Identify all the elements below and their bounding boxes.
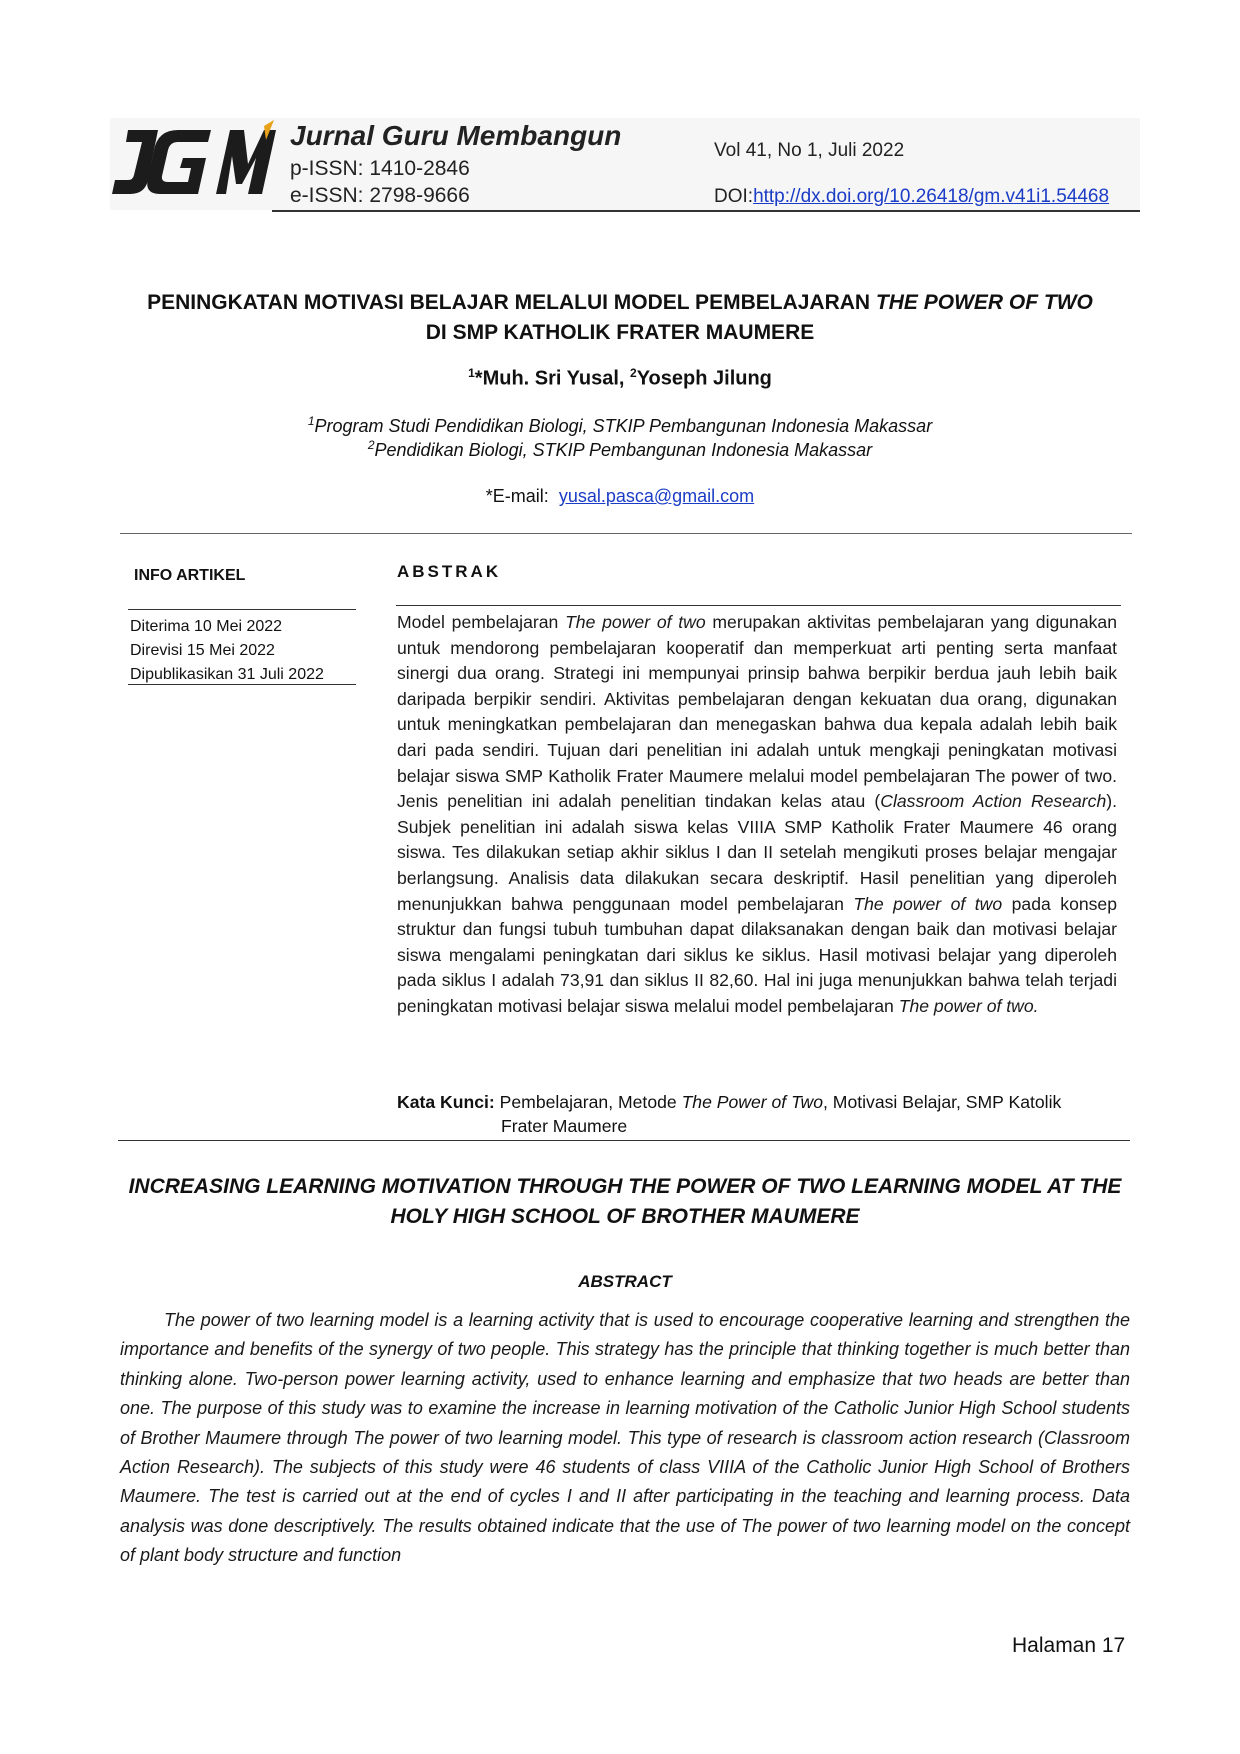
section-divider-bottom bbox=[118, 1140, 1130, 1141]
date-revised: Direvisi 15 Mei 2022 bbox=[130, 642, 275, 659]
english-abstract-title: ABSTRACT bbox=[578, 1272, 672, 1291]
affiliation-1 bbox=[140, 414, 1100, 437]
english-title bbox=[120, 1172, 1130, 1232]
authors bbox=[140, 366, 1100, 391]
abstrak-p1: Model pembelajaran bbox=[397, 612, 566, 632]
abstrak-p3: ). Subjek penelitian ini adalah siswa kelas VIIIA SMP Katholik Frater Maumere 46 orang siswa. Tes dilakukan setiap akhir siklus I dan II setelah mengikuti proses belajar mengajar berlangsung. Analisis data dilakukan secara deskriptif. Hasil penelitian yang diperoleh menunjukkan bahwa penggunaan model pembelajaran bbox=[397, 791, 1117, 914]
keywords-italic: The Power of Two bbox=[681, 1092, 824, 1112]
info-artikel-dates bbox=[130, 615, 324, 687]
journal-name: Jurnal Guru Membangun bbox=[290, 120, 622, 151]
doi bbox=[714, 186, 1109, 208]
affil1-sup: 1 bbox=[307, 414, 315, 428]
keywords bbox=[397, 1090, 1117, 1138]
date-received: Diterima 10 Mei 2022 bbox=[130, 618, 283, 635]
keywords-part1: Pembelajaran, Metode bbox=[494, 1092, 682, 1112]
keywords-part2: , Motivasi Belajar, SMP Katolik bbox=[823, 1092, 1062, 1112]
info-rule-bottom bbox=[128, 684, 356, 685]
abstrak-body bbox=[397, 610, 1117, 1020]
affil1-text: Program Studi Pendidikan Biologi, STKIP Pembangunan Indonesia Makassar bbox=[314, 416, 933, 436]
email-label: *E-mail: bbox=[485, 486, 549, 506]
english-title-line1: INCREASING LEARNING MOTIVATION THROUGH THE POWER OF TWO LEARNING MODEL AT THE bbox=[128, 1175, 1122, 1198]
abstrak-rule bbox=[396, 605, 1121, 606]
abstrak-p4: pada konsep struktur dan fungsi tubuh tumbuhan dapat dilaksanakan dengan baik dan motivasi belajar siswa mengalami peningkatan dari siklus ke siklus. Hasil motivasi belajar yang diperoleh pada siklus I adalah 73,91 dan siklus II 82,60. Hal ini juga menunjukkan bahwa telah terjadi peningkatan motivasi belajar siswa melalui model pembelajaran bbox=[397, 893, 1118, 1016]
author1: *Muh. Sri Yusal, bbox=[474, 367, 631, 390]
author2: Yoseph Jilung bbox=[636, 367, 772, 390]
email-link[interactable]: yusal.pasca@gmail.com bbox=[558, 486, 755, 506]
title-line1: PENINGKATAN MOTIVASI BELAJAR MELALUI MODEL PEMBELAJARAN bbox=[147, 291, 876, 314]
doi-label: DOI: bbox=[714, 186, 754, 207]
abstrak-p3-italic: The power of two bbox=[853, 893, 1003, 914]
author2-sup: 2 bbox=[630, 366, 637, 380]
keywords-part3: Frater Maumere bbox=[501, 1116, 628, 1136]
journal-logo bbox=[108, 120, 278, 210]
abstrak-p2: merupakan aktivitas pembelajaran yang digunakan untuk mendorong pembelajaran kooperatif dan memperkuat arti penting serta manfaat sinergi dua orang. Strategi ini mempunyai prinsip bahwa berpikir berdua jauh lebih baik daripada berpikir sendiri. Aktivitas pembelajaran dengan kekuatan dua orang, digunakan untuk meningkatkan pembelajaran dan menegaskan bahwa dua kepala adalah lebih baik dari pada sendiri. Tujuan dari penelitian ini adalah untuk mengkaji peningkatan motivasi belajar siswa SMP Katholik Frater Maumere melalui model pembelajaran The power of two. Jenis penelitian ini adalah penelitian tindakan kelas atau ( bbox=[397, 612, 1117, 812]
doi-link[interactable]: http://dx.doi.org/10.26418/gm.v41i1.54468 bbox=[753, 186, 1110, 207]
affil2-sup: 2 bbox=[367, 438, 375, 452]
abstrak-p4-italic: The power of two. bbox=[898, 995, 1039, 1016]
title-line2: DI SMP KATHOLIK FRATER MAUMERE bbox=[425, 321, 815, 344]
volume-info: Vol 41, No 1, Juli 2022 bbox=[714, 140, 905, 161]
abstrak-p1-italic: The power of two bbox=[565, 612, 706, 632]
info-rule-top bbox=[128, 609, 356, 610]
english-abstract-body: The power of two learning model is a learning activity that is used to encourage cooperative learning and strengthen the importance and benefits of the synergy of two people. This strategy has the principle that thinking together is much better than thinking alone. Two-person power learning activity, used to enhance learning and emphasize that two heads are better than one. The purpose of this study was to examine the increase in learning motivation of the Catholic Junior High School students of Brother Maumere through The power of two learning model. This type of research is classroom action research (Classroom Action Research). The subjects of this study were 46 students of class VIIIA of the Catholic Junior High School of Brothers Maumere. The test is carried out at the end of cycles I and II after participating in the teaching and learning process. Data analysis was done descriptively. The results obtained indicate that the use of The power of two learning model on the concept of plant body structure and function bbox=[120, 1310, 1130, 1566]
abstrak-p2-italic: Classroom Action Research bbox=[880, 791, 1107, 812]
email-line bbox=[140, 486, 1100, 507]
title-line1-italic: THE POWER OF TWO bbox=[875, 291, 1093, 314]
date-published: Dipublikasikan 31 Juli 2022 bbox=[130, 666, 324, 683]
section-divider-top bbox=[120, 533, 1132, 534]
page-number: Halaman 17 bbox=[1012, 1634, 1126, 1657]
header-divider bbox=[272, 210, 1140, 212]
info-artikel-title: INFO ARTIKEL bbox=[134, 567, 246, 584]
article-title bbox=[140, 288, 1100, 348]
english-title-line2: HOLY HIGH SCHOOL OF BROTHER MAUMERE bbox=[390, 1205, 860, 1228]
author1-sup: 1 bbox=[468, 366, 475, 380]
p-issn: p-ISSN: 1410-2846 bbox=[290, 157, 470, 180]
affiliation-2 bbox=[140, 438, 1100, 461]
keywords-label: Kata Kunci: bbox=[397, 1092, 495, 1112]
e-issn: e-ISSN: 2798-9666 bbox=[290, 184, 470, 207]
abstrak-title: ABSTRAK bbox=[397, 562, 502, 581]
affil2-text: Pendidikan Biologi, STKIP Pembangunan Indonesia Makassar bbox=[374, 440, 873, 460]
